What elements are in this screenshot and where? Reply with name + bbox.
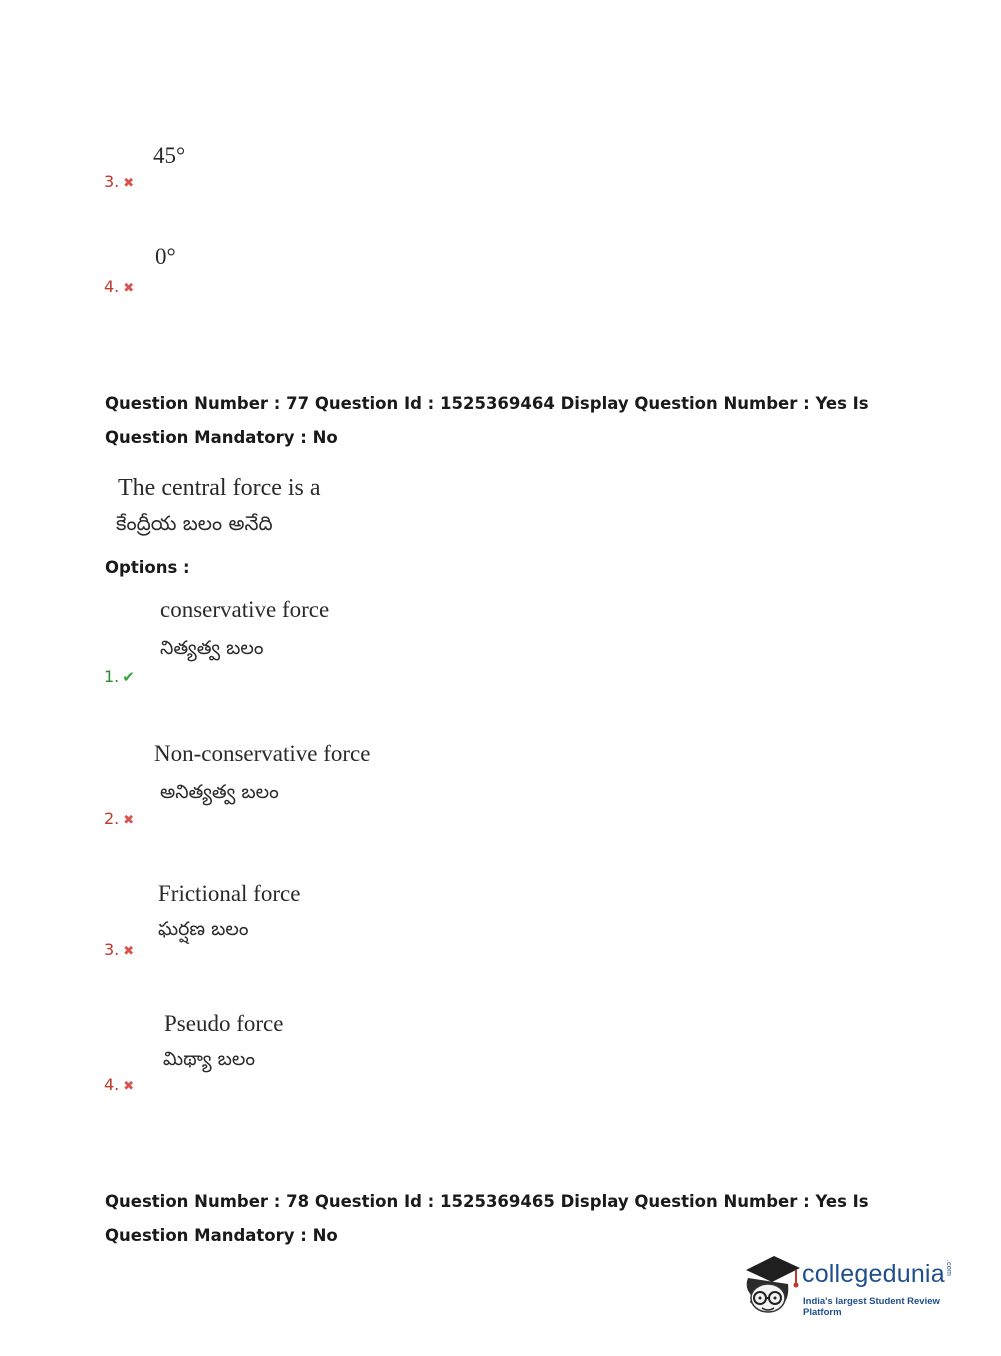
cross-icon: ✖ [123, 176, 135, 191]
option-number: 4. [104, 277, 120, 296]
options-label: Options : [105, 558, 190, 577]
logo-tagline: India's largest Student Review Platform [803, 1296, 940, 1318]
question-78-header: Question Number : 78 Question Id : 1525369465 Display Question Number : Yes Is Question Mandatory : No [105, 1192, 869, 1245]
option-number: 2. [104, 809, 120, 828]
option-3-text-te: ఘర్షణ బలం [158, 918, 249, 940]
option-3-number [104, 940, 134, 959]
option-2-number [104, 809, 134, 828]
option-number: 3. [104, 940, 120, 959]
option-4-text-te: మిథ్యా బలం [163, 1048, 255, 1070]
prev-option-3-value: 45° [153, 143, 186, 168]
option-4-number [104, 1075, 134, 1094]
prev-option-4-number [104, 277, 134, 296]
logo-brand-text: collegedunia [802, 1260, 945, 1288]
question-77-text-te: కేంద్రీయ బలం అనేది [116, 511, 273, 535]
option-number: 4. [104, 1075, 120, 1094]
cross-icon: ✖ [123, 813, 135, 828]
question-77-text-en: The central force is a [118, 475, 321, 501]
checkmark-icon: ✔ [122, 668, 135, 686]
cross-icon: ✖ [123, 281, 135, 296]
option-1-number [104, 667, 135, 686]
option-2-text-en: Non-conservative force [154, 741, 371, 766]
option-number: 3. [104, 172, 120, 191]
option-2-text-te: అనిత్యత్వ బలం [160, 781, 279, 803]
option-number: 1. [104, 667, 120, 686]
cross-icon: ✖ [123, 944, 135, 959]
question-77-header: Question Number : 77 Question Id : 1525369464 Display Question Number : Yes Is Question Mandatory : No [105, 394, 869, 447]
option-1-text-en: conservative force [160, 597, 330, 622]
prev-option-4-value: 0° [155, 244, 176, 269]
prev-option-3-number [104, 172, 134, 191]
cross-icon: ✖ [123, 1079, 135, 1094]
option-3-text-en: Frictional force [158, 881, 301, 906]
collegedunia-logo [740, 1248, 980, 1320]
option-1-text-te: నిత్యత్వ బలం [160, 637, 264, 659]
option-4-text-en: Pseudo force [164, 1011, 284, 1036]
logo-suffix: .com [944, 1260, 952, 1276]
mascot-icon [740, 1248, 802, 1318]
